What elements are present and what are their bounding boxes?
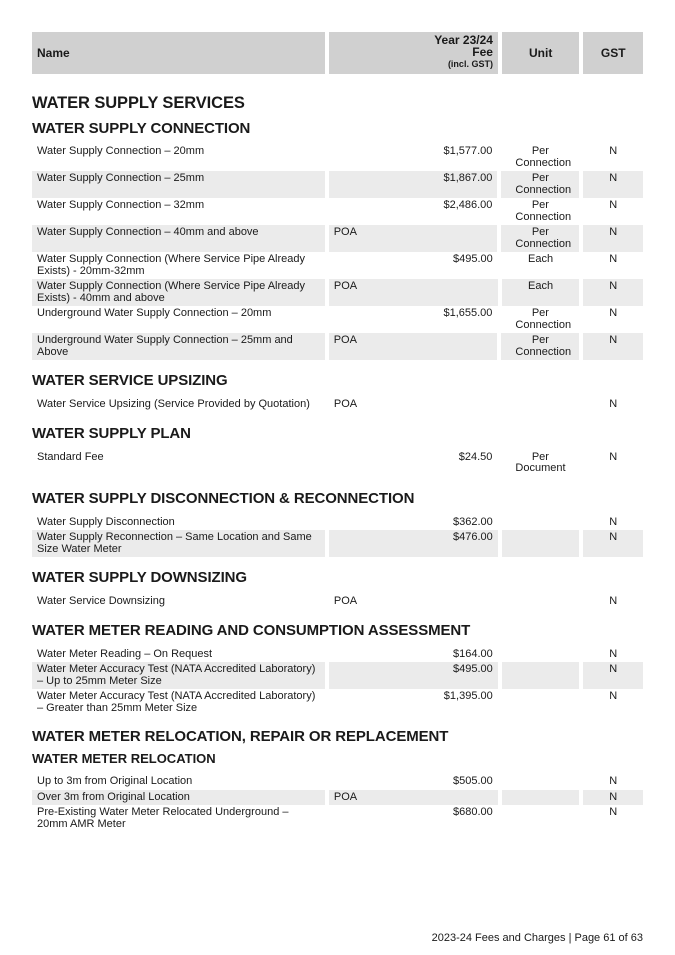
item-fee-cell <box>329 306 498 333</box>
item-name: Water Service Downsizing <box>37 595 165 607</box>
page-footer: 2023-24 Fees and Charges | Page 61 of 63 <box>431 932 643 944</box>
gst-value: N <box>609 450 618 463</box>
item-fee-cell <box>329 171 498 198</box>
poa-label: POA <box>333 334 357 346</box>
section-title: WATER SUPPLY PLAN <box>32 424 191 442</box>
table-row <box>32 198 643 225</box>
unit-value: Each <box>528 253 554 265</box>
item-fee-cell <box>329 790 498 806</box>
item-fee-cell <box>329 279 498 306</box>
fee-schedule-page <box>32 32 643 832</box>
item-fee-cell <box>329 198 498 225</box>
item-name: Underground Water Supply Connection – 25mm and Above <box>32 333 325 360</box>
table-row <box>32 805 643 832</box>
gst-value: N <box>583 279 643 306</box>
fee-value: $1,655.00 <box>443 307 493 319</box>
fee-value: $24.50 <box>458 450 493 463</box>
item-name: Water Supply Connection – 40mm and above <box>32 225 325 252</box>
item-name: Water Meter Accuracy Test (NATA Accredited Laboratory) – Greater than 25mm Meter Size <box>37 690 316 714</box>
item-fee-cell <box>329 333 498 360</box>
gst-value: N <box>609 515 618 528</box>
table-row <box>32 790 643 806</box>
table-row <box>32 662 643 689</box>
header-unit: Unit <box>502 32 579 74</box>
section-title: WATER SUPPLY DISCONNECTION & RECONNECTION <box>32 489 415 507</box>
item-fee-cell <box>329 689 498 716</box>
gst-value: N <box>583 225 643 252</box>
table-row <box>32 333 643 360</box>
fee-value: $1,867.00 <box>443 172 493 184</box>
item-name: Underground Water Supply Connection – 20mm <box>37 307 272 319</box>
poa-label: POA <box>333 398 358 410</box>
fee-value: $495.00 <box>452 663 493 675</box>
fee-value: $495.00 <box>452 253 493 265</box>
unit-value <box>502 662 580 689</box>
item-fee-cell <box>329 805 498 832</box>
fee-value: $505.00 <box>452 775 493 787</box>
table-row <box>32 225 643 252</box>
item-fee-cell <box>329 647 498 663</box>
table-body <box>32 647 643 717</box>
item-fee-cell <box>329 450 498 477</box>
item-name: Water Supply Connection (Where Service Pipe Already Exists) - 20mm-32mm <box>37 253 305 277</box>
table-row <box>32 397 643 413</box>
gst-value: N <box>609 690 618 702</box>
unit-value <box>502 397 580 413</box>
item-name: Up to 3m from Original Location <box>37 775 193 787</box>
table-row <box>32 306 643 333</box>
gst-value: N <box>583 530 643 557</box>
item-name: Water Supply Connection – 20mm <box>37 145 205 157</box>
table-row <box>32 530 643 557</box>
gst-value: N <box>583 662 643 689</box>
unit-value: Per Connection <box>501 225 579 252</box>
fee-value: $1,577.00 <box>443 145 493 157</box>
table-row <box>32 450 643 477</box>
table-body <box>32 515 643 558</box>
item-name: Water Meter Accuracy Test (NATA Accredited Laboratory) – Up to 25mm Meter Size <box>32 662 325 689</box>
unit-value: Per Connection <box>501 171 579 198</box>
item-name: Water Supply Disconnection <box>37 515 175 528</box>
gst-value: N <box>609 199 618 211</box>
gst-value: N <box>609 307 618 319</box>
table-row <box>32 171 643 198</box>
gst-value: N <box>609 647 618 660</box>
table-row <box>32 279 643 306</box>
table-body <box>32 594 643 610</box>
header-fee-note: (incl. GST) <box>447 59 493 69</box>
table-body <box>32 450 643 477</box>
fee-value: $680.00 <box>452 806 493 818</box>
gst-value: N <box>583 171 643 198</box>
main-title: WATER SUPPLY SERVICES <box>32 94 245 112</box>
gst-value: N <box>609 806 618 818</box>
item-name: Over 3m from Original Location <box>32 790 325 806</box>
fee-value: $476.00 <box>452 531 493 543</box>
gst-value: N <box>609 253 618 265</box>
unit-value <box>502 790 580 806</box>
section-title: WATER METER READING AND CONSUMPTION ASSESSMENT <box>32 621 471 639</box>
unit-value: Per Connection <box>515 199 572 223</box>
section-title: WATER METER RELOCATION, REPAIR OR REPLACEMENT <box>32 728 449 745</box>
unit-value: Per Connection <box>501 333 579 360</box>
unit-value <box>502 530 580 557</box>
item-name: Water Supply Connection – 32mm <box>37 199 205 211</box>
table-row <box>32 594 643 610</box>
unit-value: Per Connection <box>515 307 572 331</box>
table-header <box>32 32 643 74</box>
unit-value <box>502 774 580 790</box>
unit-value: Per Document <box>515 450 566 474</box>
fee-value: $164.00 <box>452 647 493 660</box>
unit-value: Per Connection <box>515 145 572 169</box>
item-name: Water Supply Reconnection – Same Location and Same Size Water Meter <box>32 530 325 557</box>
table-row <box>32 252 643 279</box>
item-fee-cell <box>329 144 498 171</box>
table-row <box>32 689 643 716</box>
item-name: Standard Fee <box>37 450 104 463</box>
item-name: Water Supply Connection (Where Service Pipe Already Exists) - 40mm and above <box>32 279 325 306</box>
table-body <box>32 144 643 360</box>
section-title: WATER SUPPLY CONNECTION <box>32 120 251 137</box>
subsection-title: WATER METER RELOCATION <box>32 751 216 766</box>
table-row <box>32 774 643 790</box>
poa-label: POA <box>333 790 358 803</box>
gst-value: N <box>583 333 643 360</box>
table-row <box>32 144 643 171</box>
item-fee-cell <box>329 774 498 790</box>
item-fee-cell <box>329 662 498 689</box>
item-fee-cell <box>329 515 498 531</box>
unit-value <box>502 805 580 832</box>
table-body <box>32 774 643 832</box>
header-fee-label: Fee <box>472 45 493 59</box>
table-body <box>32 397 643 413</box>
header-name: Name <box>32 32 325 74</box>
header-fee <box>329 32 498 74</box>
section-title: WATER SUPPLY DOWNSIZING <box>32 569 247 586</box>
unit-value: Each <box>502 279 580 306</box>
table-row <box>32 515 643 531</box>
header-gst: GST <box>583 32 643 74</box>
gst-value: N <box>609 595 618 607</box>
item-fee-cell <box>329 397 498 413</box>
item-name: Water Meter Reading – On Request <box>37 647 213 660</box>
fee-value: $2,486.00 <box>443 199 493 211</box>
item-fee-cell <box>329 252 498 279</box>
unit-value <box>502 647 580 663</box>
item-name: Pre-Existing Water Meter Relocated Underground – 20mm AMR Meter <box>37 806 289 830</box>
item-fee-cell <box>329 530 498 557</box>
unit-value <box>502 689 580 716</box>
gst-value: N <box>609 398 618 410</box>
gst-value: N <box>609 145 618 157</box>
item-fee-cell <box>329 225 498 252</box>
poa-label: POA <box>333 595 358 607</box>
section-title: WATER SERVICE UPSIZING <box>32 372 228 389</box>
item-fee-cell <box>329 594 498 610</box>
fee-value: $1,395.00 <box>443 690 493 702</box>
item-name: Water Service Upsizing (Service Provided by Quotation) <box>37 398 310 410</box>
header-fee-year: Year 23/24 <box>434 33 493 47</box>
gst-value: N <box>609 775 618 787</box>
unit-value <box>502 594 580 610</box>
poa-label: POA <box>333 226 357 238</box>
fee-value: $362.00 <box>452 515 493 528</box>
unit-value <box>502 515 580 531</box>
table-row <box>32 647 643 663</box>
item-name: Water Supply Connection – 25mm <box>32 171 325 198</box>
gst-value: N <box>583 790 643 806</box>
poa-label: POA <box>333 280 358 292</box>
